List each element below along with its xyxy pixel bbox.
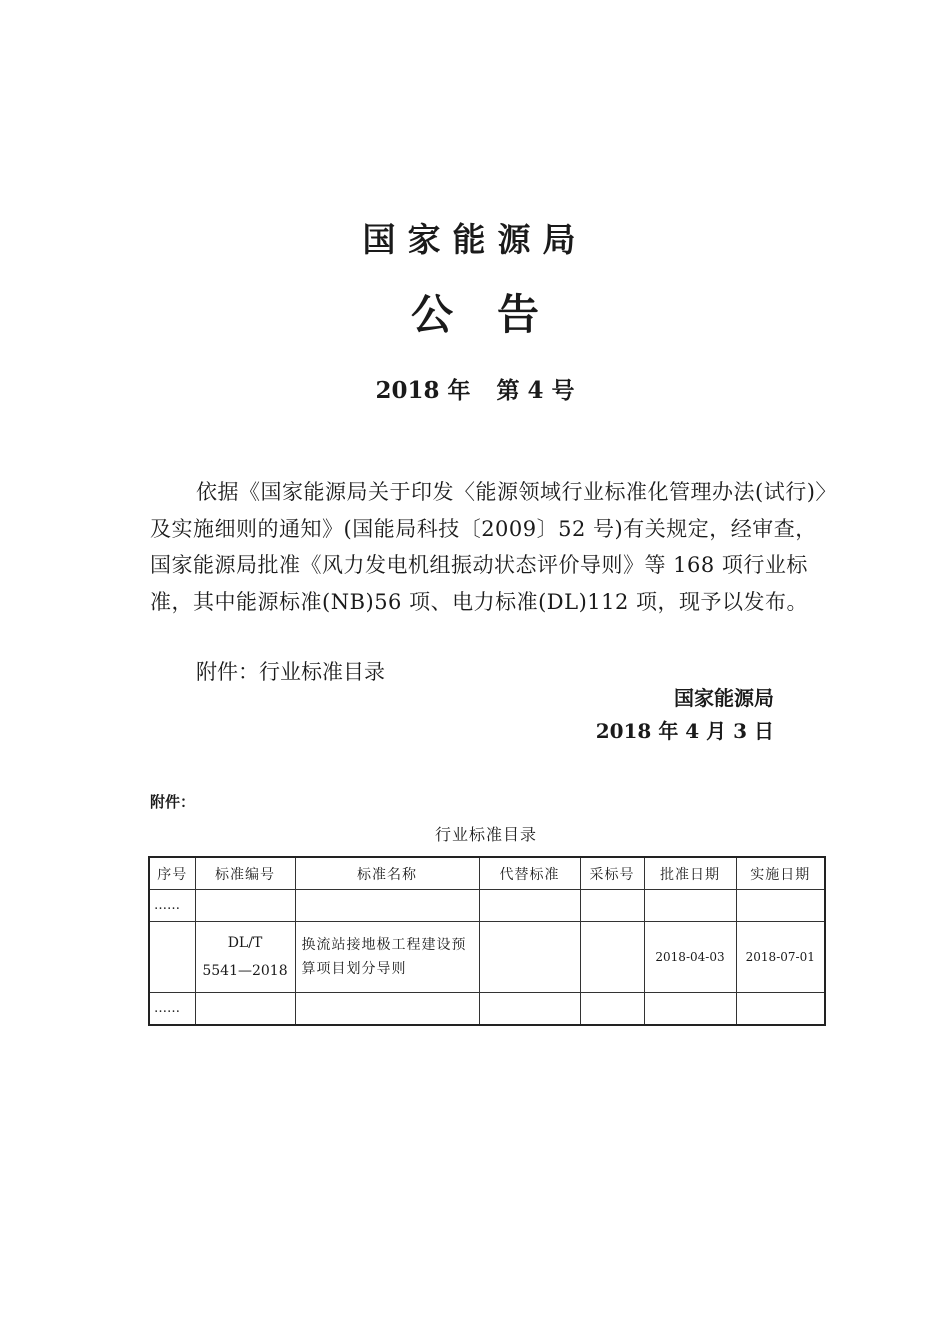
code-number: 5541—2018 — [202, 963, 288, 979]
cell-seq: …… — [149, 993, 195, 1026]
cell-name: 换流站接地极工程建设预算项目划分导则 — [295, 922, 479, 993]
cell-adopted — [580, 890, 644, 922]
attachment-reference: 附件：行业标准目录 — [196, 660, 385, 684]
col-header-name: 标准名称 — [295, 857, 479, 890]
cell-replaces — [479, 890, 580, 922]
cell-replaces — [479, 922, 580, 993]
cell-code — [195, 993, 295, 1026]
body-paragraph — [150, 474, 830, 620]
cell-effective — [736, 993, 825, 1026]
notice-year: 2018 年 — [375, 377, 471, 404]
col-header-replaces: 代替标准 — [479, 857, 580, 890]
cell-effective — [736, 890, 825, 922]
col-header-effective: 实施日期 — [736, 857, 825, 890]
standards-table — [148, 856, 826, 1026]
cell-replaces — [479, 993, 580, 1026]
cell-seq — [149, 922, 195, 993]
signature-date: 2018 年 4 月 3 日 — [595, 719, 774, 743]
col-header-approved: 批准日期 — [644, 857, 736, 890]
cell-seq: …… — [149, 890, 195, 922]
body-paragraph-text: 依据《国家能源局关于印发〈能源领域行业标准化管理办法(试行)〉及实施细则的通知》(国能局科技〔2009〕52 号)有关规定，经审查，国家能源局批准《风力发电机组振动状态评价导则》等 168 项行业标准，其中能源标准(NB)56 项、电力标准(DL)112 项，现予以发布。 — [150, 480, 827, 614]
col-header-code: 标准编号 — [195, 857, 295, 890]
cell-approved — [644, 890, 736, 922]
notice-issue: 第 4 号 — [496, 377, 575, 404]
notice-number — [0, 372, 950, 405]
cell-approved — [644, 993, 736, 1026]
col-header-adopted: 采标号 — [580, 857, 644, 890]
signature-org: 国家能源局 — [674, 686, 774, 710]
agency-title: 国家能源局 — [362, 220, 588, 259]
table-row — [149, 922, 825, 993]
attachment-label: 附件： — [150, 793, 196, 811]
table-row — [149, 890, 825, 922]
cell-code — [195, 890, 295, 922]
cell-name — [295, 993, 479, 1026]
cell-adopted — [580, 993, 644, 1026]
cell-approved: 2018-04-03 — [644, 922, 736, 993]
col-header-seq: 序号 — [149, 857, 195, 890]
code-prefix: DL/T — [227, 935, 263, 951]
notice-title: 公告 — [410, 290, 583, 339]
cell-effective: 2018-07-01 — [736, 922, 825, 993]
cell-code — [195, 922, 295, 993]
cell-adopted — [580, 922, 644, 993]
cell-name — [295, 890, 479, 922]
table-header-row — [149, 857, 825, 890]
table-row — [149, 993, 825, 1026]
table-title: 行业标准目录 — [434, 825, 537, 844]
